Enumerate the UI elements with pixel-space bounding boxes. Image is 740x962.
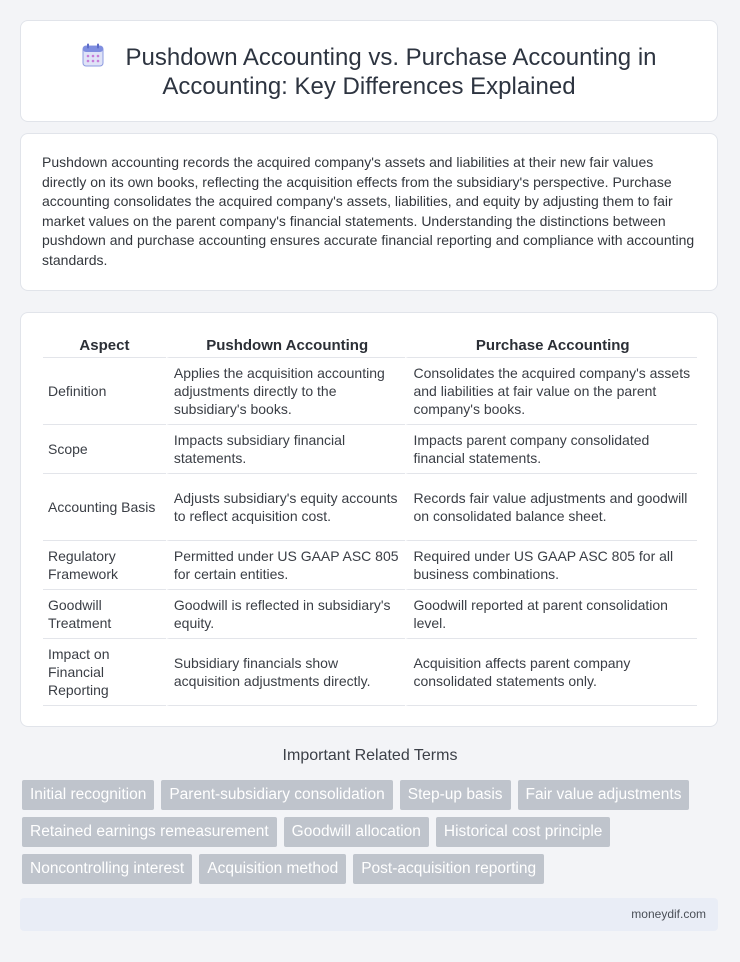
table-row [43, 590, 697, 639]
row-pushdown: Permitted under US GAAP ASC 805 for certain entities. [166, 541, 406, 590]
row-aspect: Accounting Basis [43, 474, 166, 541]
row-purchase: Acquisition affects parent company consolidated statements only. [405, 639, 697, 706]
title-line-2: Accounting: Key Differences Explained [162, 73, 576, 100]
row-aspect: Regulatory Framework [43, 541, 166, 590]
row-aspect: Scope [43, 425, 166, 474]
tag-historical-cost-principle[interactable]: Historical cost principle [436, 817, 611, 847]
table-row [43, 541, 697, 590]
tag-initial-recognition[interactable]: Initial recognition [22, 780, 154, 810]
tag-parent-subsidiary-consolidation[interactable]: Parent-subsidiary consolidation [161, 780, 392, 810]
title-line-1: Pushdown Accounting vs. Purchase Accounting in [125, 44, 657, 71]
related-terms-title: Important Related Terms [282, 747, 458, 764]
row-aspect: Goodwill Treatment [43, 590, 166, 639]
title-card [20, 20, 718, 122]
tag-acquisition-method[interactable]: Acquisition method [199, 854, 346, 884]
row-purchase: Required under US GAAP ASC 805 for all business combinations. [405, 541, 697, 590]
table-header-row [43, 333, 697, 358]
intro-paragraph: Pushdown accounting records the acquired company's assets and liabilities at their new fair values directly on its own books, reflecting the acquisition effects from the subsidiary's perspective. Purchase accounting consolidates the acquired company's assets, liabilities, and equity by adjusting them to fair market values on the parent company's financial statements. Understanding the distinctions between pushdown and purchase accounting ensures accurate financial reporting and compliance with accounting standards. [42, 154, 695, 268]
tag-noncontrolling-interest[interactable]: Noncontrolling interest [22, 854, 192, 884]
calendar-icon [82, 43, 104, 67]
row-pushdown: Subsidiary financials show acquisition adjustments directly. [166, 639, 406, 706]
tag-fair-value-adjustments[interactable]: Fair value adjustments [518, 780, 690, 810]
row-aspect: Definition [43, 358, 166, 425]
tag-retained-earnings-remeasurement[interactable]: Retained earnings remeasurement [22, 817, 277, 847]
table-row [43, 474, 697, 541]
related-terms-list [22, 780, 722, 891]
row-pushdown: Impacts subsidiary financial statements. [166, 425, 406, 474]
intro-card [20, 133, 718, 291]
comparison-table [43, 333, 697, 706]
row-aspect: Impact on Financial Reporting [43, 639, 166, 706]
row-pushdown: Adjusts subsidiary's equity accounts to reflect acquisition cost. [166, 474, 406, 541]
table-row [43, 425, 697, 474]
row-pushdown: Goodwill is reflected in subsidiary's equity. [166, 590, 406, 639]
footer-site-link[interactable]: moneydif.com [631, 907, 706, 921]
table-row [43, 639, 697, 706]
row-purchase: Records fair value adjustments and goodwill on consolidated balance sheet. [405, 474, 697, 541]
header-purchase: Purchase Accounting [405, 333, 697, 358]
row-purchase: Consolidates the acquired company's assets and liabilities at fair value on the parent company's books. [405, 358, 697, 425]
page-title [21, 43, 717, 101]
row-purchase: Impacts parent company consolidated financial statements. [405, 425, 697, 474]
row-pushdown: Applies the acquisition accounting adjustments directly to the subsidiary's books. [166, 358, 406, 425]
footer [20, 898, 718, 931]
tag-post-acquisition-reporting[interactable]: Post-acquisition reporting [353, 854, 544, 884]
comparison-card [20, 312, 718, 727]
tag-step-up-basis[interactable]: Step-up basis [400, 780, 511, 810]
header-aspect: Aspect [43, 333, 166, 358]
table-row [43, 358, 697, 425]
tag-goodwill-allocation[interactable]: Goodwill allocation [284, 817, 429, 847]
row-purchase: Goodwill reported at parent consolidation level. [405, 590, 697, 639]
header-pushdown: Pushdown Accounting [166, 333, 406, 358]
